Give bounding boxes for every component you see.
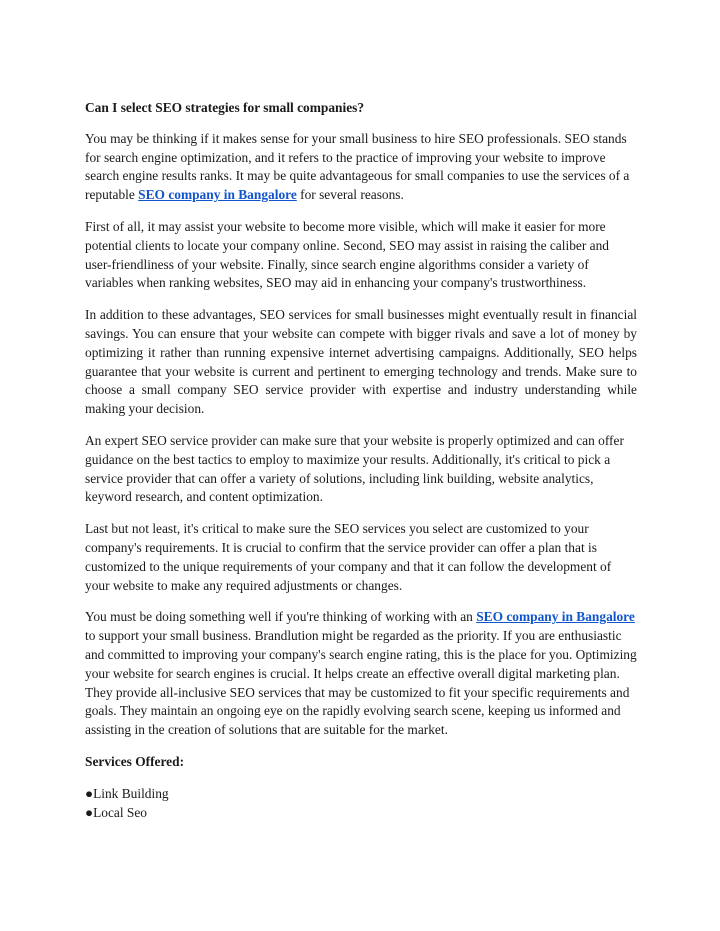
paragraph-text: You must be doing something well if you're thinking of working with an [85,609,477,625]
paragraph-text: to support your small business. Brandlution might be regarded as the priority. If you are enthusiastic and committed to improving your company's search engine rating, this is the place for you. Optimizing your website for search engines is crucial. It helps create an effective overall digital marketing plan. They provide all-inclusive SEO services that may be customized to fit your specific requirements and goals. They maintain an ongoing eye on the rapidly evolving search scene, keeping us informed and assisting in the creation of solutions that are suitable for the market. [85,628,637,738]
paragraph-text: You may be thinking if it makes sense for your small business to hire SEO professionals. SEO stands for search engine optimization, and it refers to the practice of improving your website to improve search engine results ranks. It may be quite advantageous for small companies to use the services of a reputable [85,130,630,203]
document-heading: Can I select SEO strategies for small companies? [85,100,365,115]
seo-company-link[interactable]: SEO company in Bangalore [138,187,297,203]
paragraph-visibility: First of all, it may assist your website to become more visible, which will make it easier for more potential clients to locate your company online. Second, SEO may assist in raising the caliber and user-friendliness of your website. Finally, since search engine algorithms consider a variety of variables when ranking websites, SEO may aid in enhancing your company's trustworthiness. [85,218,609,291]
paragraph-text: for several reasons. [296,187,404,203]
paragraph-customized: Last but not least, it's critical to make sure the SEO services you select are customized to your company's requirements. It is crucial to confirm that the service provider can offer a plan that is customized to the unique requirements of your company and that it can follow the development of your website to make any required adjustments or changes. [85,521,612,593]
paragraph-brandlution [85,608,637,740]
seo-company-link[interactable]: SEO company in Bangalore [476,609,635,625]
paragraph-expert-provider: An expert SEO service provider can make sure that your website is properly optimized and can offer guidance on the best tactics to employ to maximize your results. Additionally, it's critical to pick a service provider that can offer a variety of solutions, including link building, website analytics, keyword research, and content optimization. [85,432,624,505]
document-page [85,99,637,822]
list-item: ●Link Building [85,785,169,801]
paragraph-intro [85,130,637,205]
services-list [85,785,637,823]
services-heading: Services Offered: [85,753,185,769]
list-item: ●Local Seo [85,804,148,820]
paragraph-savings: In addition to these advantages, SEO services for small businesses might eventually result in financial savings. You can ensure that your website can compete with bigger rivals and save a lot of money by optimizing it rather than running expensive internet advertising campaigns. Additionally, SEO helps guarantee that your website is current and pertinent to emerging technology and trends. Make sure to choose a small company SEO service provider with expertise and industry understanding while making your decision. [85,307,637,417]
